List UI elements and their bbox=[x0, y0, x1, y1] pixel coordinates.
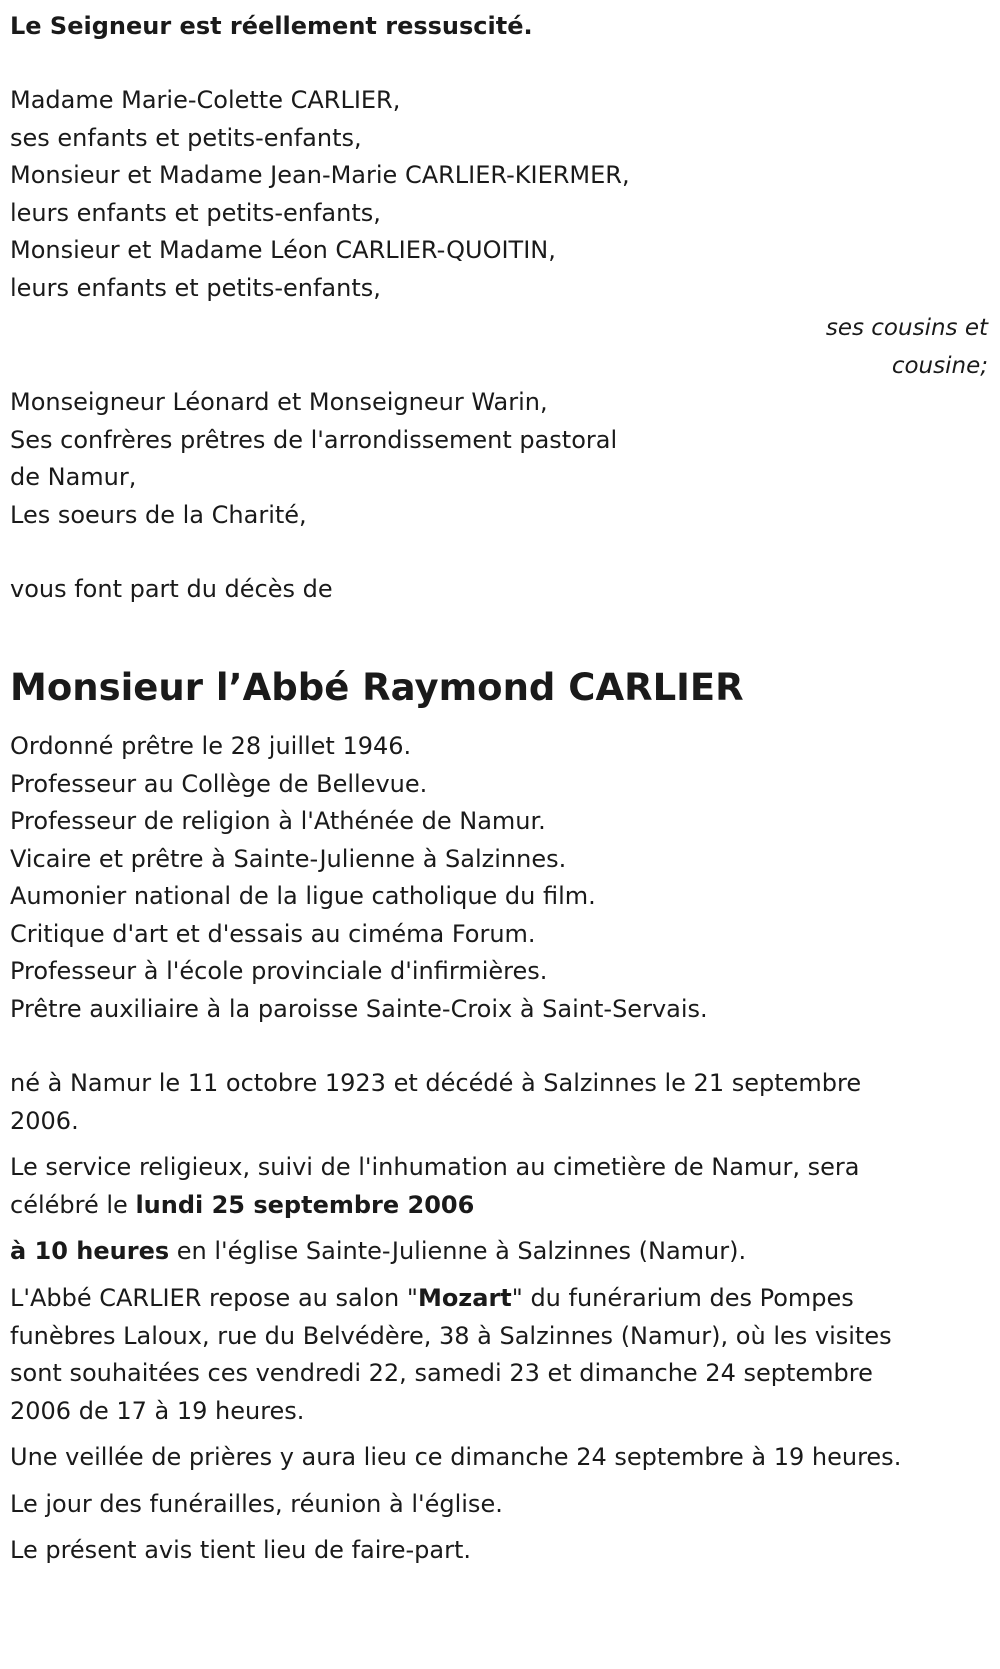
clergy-line: Les soeurs de la Charité, bbox=[10, 500, 307, 529]
visits-suffix: " du funérarium des Pompes bbox=[511, 1284, 854, 1312]
visits-prefix: L'Abbé CARLIER repose au salon " bbox=[10, 1284, 418, 1312]
visits-line: sont souhaitées ces vendredi 22, samedi 23 et dimanche 24 septembre bbox=[10, 1359, 873, 1387]
visits-line bbox=[10, 1280, 892, 1318]
family-line: leurs enfants et petits-enfants, bbox=[10, 273, 381, 302]
clergy-line: Ses confrères prêtres de l'arrondissement pastoral bbox=[10, 425, 618, 454]
service-time-line bbox=[10, 1233, 746, 1271]
family-line: Monsieur et Madame Léon CARLIER-QUOITIN, bbox=[10, 236, 556, 264]
visits-line: 2006 de 17 à 19 heures. bbox=[10, 1396, 305, 1425]
visits-line: funèbres Laloux, rue du Belvédère, 38 à Salzinnes (Namur), où les visites bbox=[10, 1321, 892, 1350]
visits-info bbox=[10, 1280, 892, 1430]
announcement bbox=[10, 571, 333, 609]
career-item: Prêtre auxiliaire à la paroisse Sainte-Croix à Saint-Servais. bbox=[10, 994, 708, 1023]
vigil-info bbox=[10, 1439, 901, 1477]
deceased-name: Monsieur l’Abbé Raymond CARLIER bbox=[10, 666, 744, 709]
career-item: Ordonné prêtre le 28 juillet 1946. bbox=[10, 732, 412, 760]
career-list bbox=[10, 728, 708, 1028]
page-heading: Le Seigneur est réellement ressuscité. bbox=[10, 12, 533, 40]
clergy-line: de Namur, bbox=[10, 463, 137, 491]
career-item: Professeur de religion à l'Athénée de Namur. bbox=[10, 807, 546, 835]
clergy-list bbox=[10, 384, 617, 534]
cousins-note-line: ses cousins et bbox=[825, 315, 988, 341]
service-time bbox=[10, 1233, 746, 1271]
birth-death-line: 2006. bbox=[10, 1106, 79, 1135]
career-item: Critique d'art et d'essais au ciméma Forum. bbox=[10, 919, 536, 948]
clergy-line: Monseigneur Léonard et Monseigneur Warin, bbox=[10, 388, 548, 416]
birth-death bbox=[10, 1065, 861, 1140]
service-date: lundi 25 septembre 2006 bbox=[135, 1190, 475, 1219]
vigil-text: Une veillée de prières y aura lieu ce dimanche 24 septembre à 19 heures. bbox=[10, 1443, 902, 1471]
birth-death-line: né à Namur le 11 octobre 1923 et décédé à Salzinnes le 21 septembre bbox=[10, 1069, 862, 1097]
service-info bbox=[10, 1149, 859, 1224]
career-item: Professeur au Collège de Bellevue. bbox=[10, 769, 428, 798]
family-list bbox=[10, 82, 630, 307]
cousins-note bbox=[728, 310, 988, 385]
service-line-date bbox=[10, 1187, 859, 1225]
service-date-prefix: célébré le bbox=[10, 1190, 136, 1219]
funeral-day-text: Le jour des funérailles, réunion à l'église. bbox=[10, 1490, 503, 1518]
salon-name: Mozart bbox=[417, 1284, 512, 1312]
career-item: Aumonier national de la ligue catholique du film. bbox=[10, 882, 596, 910]
family-line: Madame Marie-Colette CARLIER, bbox=[10, 86, 401, 114]
notice-text: Le présent avis tient lieu de faire-part. bbox=[10, 1536, 472, 1564]
cousins-note-line: cousine; bbox=[891, 352, 988, 379]
career-item: Vicaire et prêtre à Sainte-Julienne à Salzinnes. bbox=[10, 844, 567, 873]
funeral-day-info bbox=[10, 1486, 503, 1524]
career-item: Professeur à l'école provinciale d'infirmières. bbox=[10, 957, 548, 985]
family-line: ses enfants et petits-enfants, bbox=[10, 123, 362, 152]
family-line: leurs enfants et petits-enfants, bbox=[10, 198, 381, 227]
service-line: Le service religieux, suivi de l'inhumation au cimetière de Namur, sera bbox=[10, 1153, 860, 1181]
notice-info bbox=[10, 1532, 471, 1570]
announcement-text: vous font part du décès de bbox=[10, 575, 333, 603]
service-time-bold: à 10 heures bbox=[10, 1237, 170, 1265]
service-place: en l'église Sainte-Julienne à Salzinnes (Namur). bbox=[169, 1237, 747, 1265]
family-line: Monsieur et Madame Jean-Marie CARLIER-KIERMER, bbox=[10, 161, 630, 189]
